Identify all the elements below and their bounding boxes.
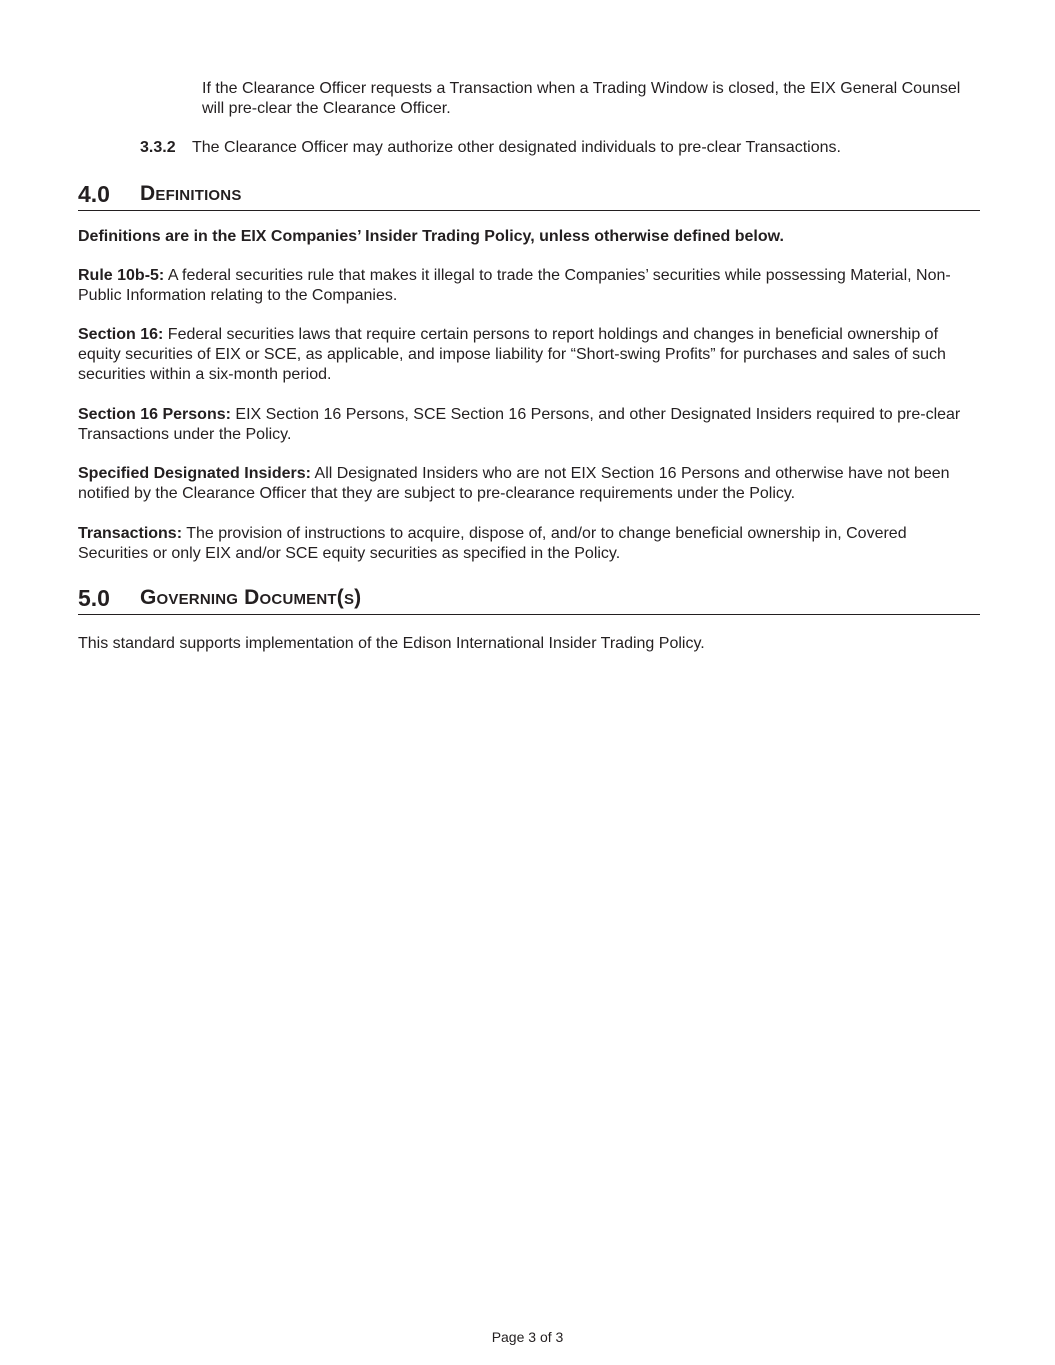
clause-3-3-2 xyxy=(140,138,980,158)
section-number: 5.0 xyxy=(78,585,110,611)
definition-transactions xyxy=(78,524,980,564)
definition-text: Federal securities laws that require certain persons to report holdings and changes in beneficial ownership of equity securities of EIX or SCE, as applicable, and impose liability for “Short-swing Profits” for purchases and sales of such securities within a six-month period. xyxy=(78,326,946,383)
definition-rule-10b-5 xyxy=(78,266,980,306)
definition-term: Section 16: xyxy=(78,326,164,343)
page-number: Page 3 of 3 xyxy=(491,1329,564,1345)
definition-section-16 xyxy=(78,325,980,385)
definition-term: Specified Designated Insiders: xyxy=(78,465,311,482)
definition-specified-designated-insiders xyxy=(78,464,980,504)
section-4-heading xyxy=(78,180,980,211)
definitions-intro: Definitions are in the EIX Companies’ Insider Trading Policy, unless otherwise defined below. xyxy=(78,228,784,245)
section-5-heading xyxy=(78,584,980,615)
governing-document-text: This standard supports implementation of the Edison International Insider Trading Policy. xyxy=(78,635,705,652)
definition-text: The provision of instructions to acquire, dispose of, and/or to change beneficial ownership in, Covered Securities or only EIX and/or SCE equity securities as specified in the Policy. xyxy=(78,525,907,562)
definition-text: A federal securities rule that makes it illegal to trade the Companies’ securities while possessing Material, Non-Public Information relating to the Companies. xyxy=(78,267,951,304)
definition-section-16-persons xyxy=(78,405,980,445)
clause-text: The Clearance Officer may authorize other designated individuals to pre-clear Transactions. xyxy=(192,139,841,156)
definition-term: Transactions: xyxy=(78,525,183,542)
clause-3-3-1-continuation: If the Clearance Officer requests a Transaction when a Trading Window is closed, the EIX General Counsel will pre-clear the Clearance Officer. xyxy=(202,80,961,117)
section-number: 4.0 xyxy=(78,181,110,207)
clause-number: 3.3.2 xyxy=(140,139,176,156)
section-title: Definitions xyxy=(140,182,242,205)
definition-text: EIX Section 16 Persons, SCE Section 16 Persons, and other Designated Insiders required to pre-clear Transactions under the Policy. xyxy=(78,406,961,443)
definition-term: Section 16 Persons: xyxy=(78,406,231,423)
definition-term: Rule 10b-5: xyxy=(78,267,165,284)
definition-text: All Designated Insiders who are not EIX Section 16 Persons and otherwise have not been notified by the Clearance Officer that they are subject to pre-clearance requirements under the Policy. xyxy=(78,465,950,502)
section-title: Governing Document(s) xyxy=(140,586,362,609)
